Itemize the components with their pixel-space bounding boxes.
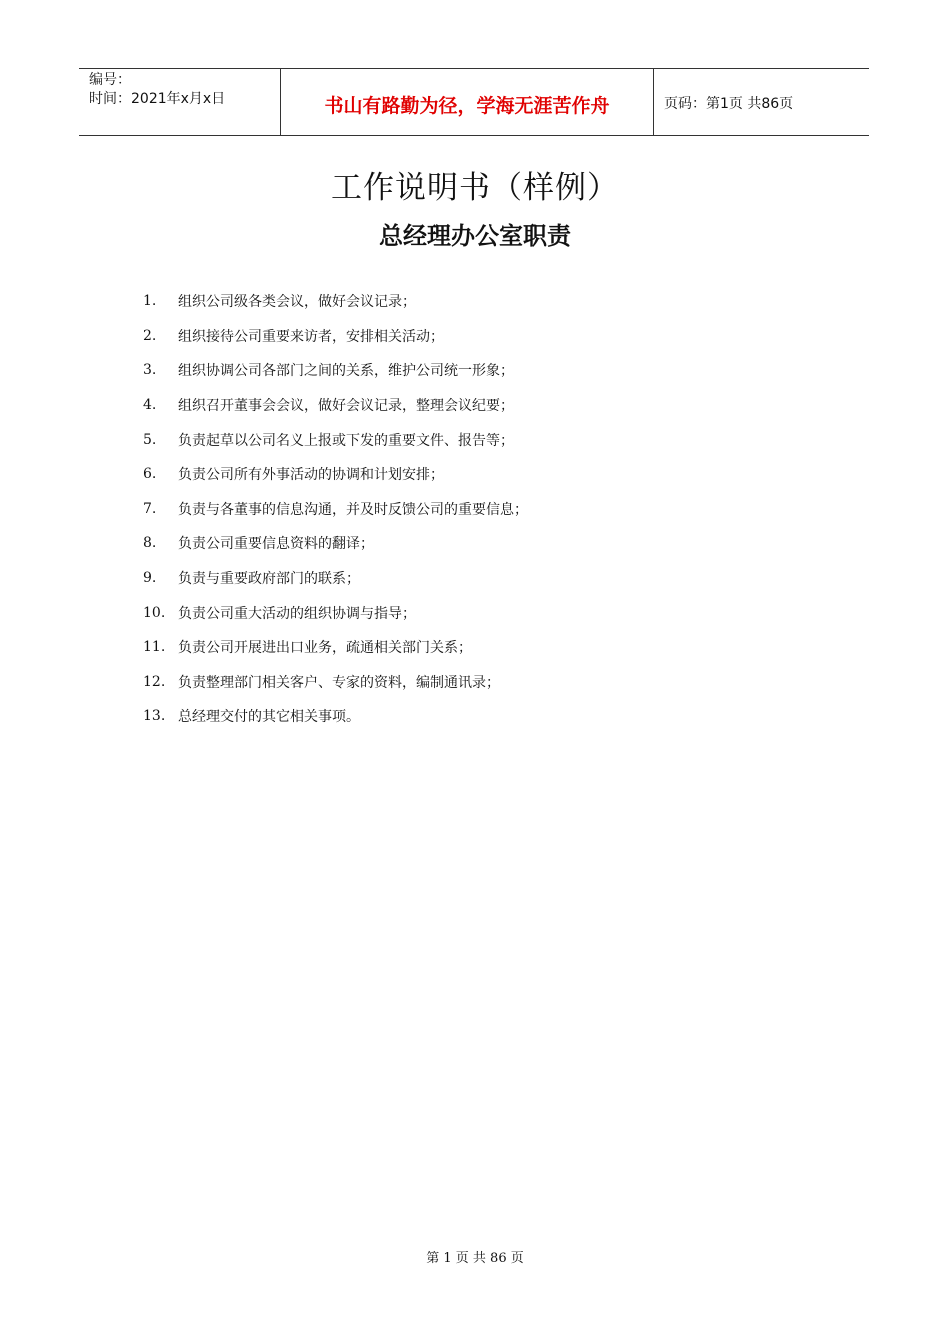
duty-number: 1. (143, 293, 157, 310)
duty-text: 总经理交付的其它相关事项。 (178, 709, 360, 726)
duty-text: 组织召开董事会会议，做好会议记录，整理会议纪要； (178, 398, 514, 415)
duty-text: 组织协调公司各部门之间的关系，维护公司统一形象； (178, 363, 514, 380)
duty-item (143, 492, 528, 527)
duty-item (143, 526, 528, 561)
duty-item (143, 561, 528, 596)
header-motto: 书山有路勤为径，学海无涯苦作舟 (281, 69, 654, 135)
duty-text: 负责起草以公司名义上报或下发的重要文件、报告等； (178, 432, 514, 449)
duty-number: 6. (143, 466, 157, 483)
duty-text: 负责公司重要信息资料的翻译； (178, 536, 374, 553)
duty-number: 12. (143, 673, 166, 690)
duty-number: 5. (143, 431, 157, 448)
duty-text: 负责公司所有外事活动的协调和计划安排； (178, 467, 444, 484)
duty-number: 3. (143, 362, 157, 379)
duty-text: 负责整理部门相关客户、专家的资料，编制通讯录； (178, 674, 500, 691)
duty-number: 11. (143, 639, 166, 656)
duty-number: 9. (143, 570, 157, 587)
duty-number: 10. (143, 604, 166, 621)
duty-text: 组织公司级各类会议，做好会议记录； (178, 294, 416, 311)
duty-item (143, 699, 528, 734)
duty-item (143, 665, 528, 700)
duty-item (143, 319, 528, 354)
duty-number: 2. (143, 327, 157, 344)
duty-number: 13. (143, 708, 166, 725)
duty-text: 组织接待公司重要来访者，安排相关活动； (178, 328, 444, 345)
serial-label: 编号： (89, 72, 131, 88)
document-title: 工作说明书（样例） (331, 170, 619, 206)
duty-item (143, 388, 528, 423)
duty-text: 负责公司开展进出口业务，疏通相关部门关系； (178, 640, 472, 657)
page-header (79, 68, 869, 136)
duty-number: 8. (143, 535, 157, 552)
duty-item (143, 630, 528, 665)
duty-item (143, 422, 528, 457)
header-meta (79, 69, 281, 135)
duty-number: 7. (143, 500, 157, 517)
duty-item (143, 457, 528, 492)
duties-list (143, 284, 528, 734)
duty-item (143, 353, 528, 388)
duty-number: 4. (143, 397, 157, 414)
duty-text: 负责公司重大活动的组织协调与指导； (178, 605, 416, 622)
duty-text: 负责与各董事的信息沟通，并及时反馈公司的重要信息； (178, 501, 528, 518)
duty-text: 负责与重要政府部门的联系； (178, 571, 360, 588)
document-subtitle: 总经理办公室职责 (379, 222, 571, 250)
duty-item (143, 284, 528, 319)
duty-item (143, 595, 528, 630)
date-label: 时间：2021年x月x日 (89, 91, 226, 107)
page-footer: 第 1 页 共 86 页 (426, 1251, 524, 1266)
header-page-info: 页码：第1页 共86页 (664, 96, 794, 112)
